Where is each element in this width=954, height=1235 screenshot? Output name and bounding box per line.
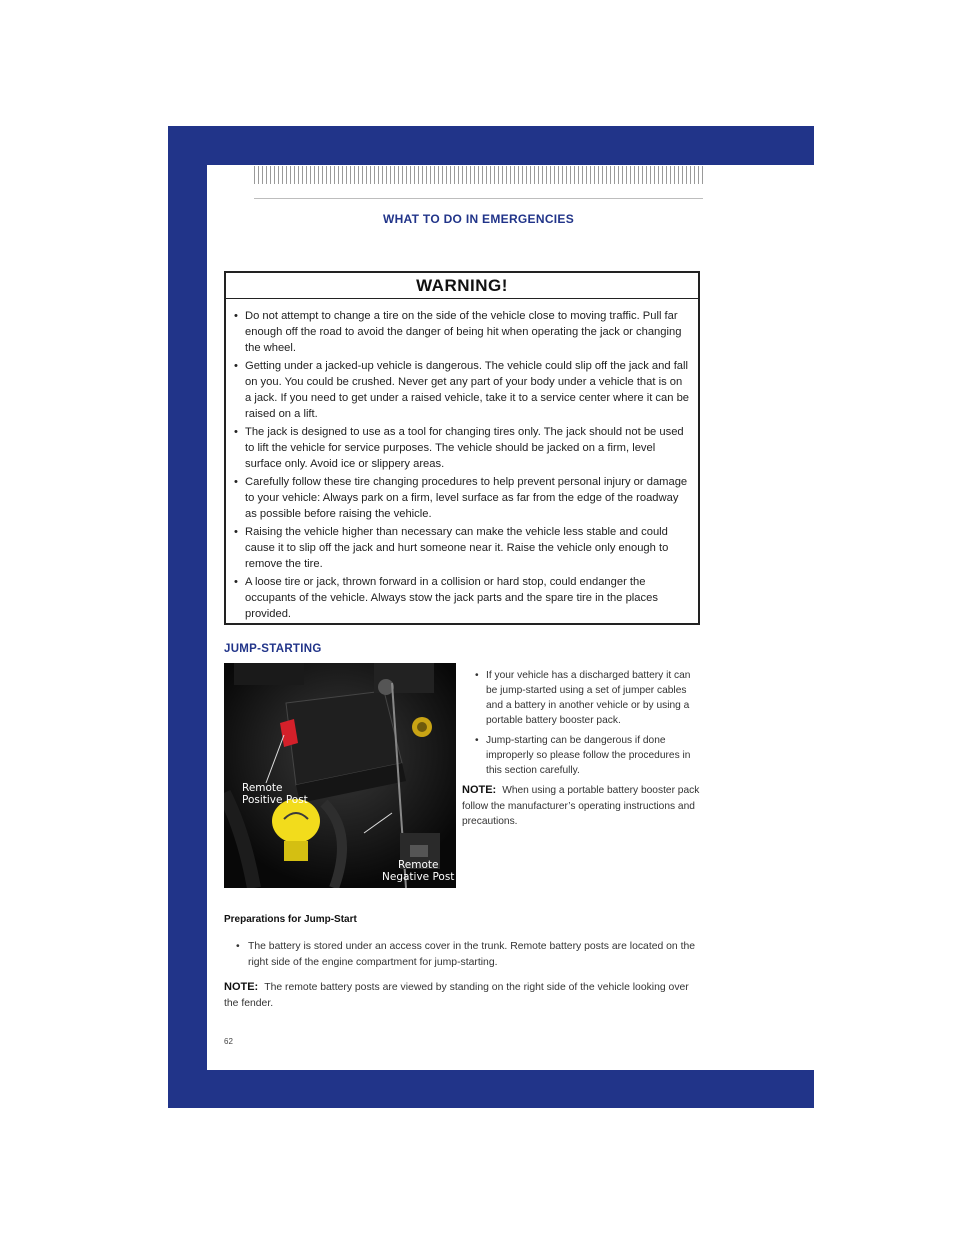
warning-item: • Do not attempt to change a tire on the side of the vehicle close to moving traffic. Pull far enough off the road to avoid the danger of being hit when operating the jack or changing the wheel.: [234, 308, 690, 356]
engine-compartment-photo: [224, 663, 456, 888]
warning-item: • A loose tire or jack, thrown forward in a collision or hard stop, could endanger the occupants of the vehicle. Always stow the jack parts and the spare tire in the places provided.: [234, 574, 690, 622]
remote-positive-post-label: [242, 782, 308, 806]
engine-compartment-illustration: [224, 663, 456, 888]
preparations-bullets: [236, 939, 700, 971]
jump-starting-heading: JUMP-STARTING: [224, 643, 322, 655]
jump-starting-bullet: • If your vehicle has a discharged battery it can be jump-started using a set of jumper cables and a battery in another vehicle or by using a portable battery booster pack.: [475, 668, 702, 728]
warning-list: [226, 299, 698, 622]
positive-label-line2: Positive Post: [242, 794, 308, 806]
preparations-heading: Preparations for Jump-Start: [224, 914, 357, 925]
header-rule: [254, 198, 703, 199]
note-label: NOTE:: [462, 784, 497, 796]
note-text: The remote battery posts are viewed by standing on the right side of the vehicle looking over the fender.: [224, 982, 689, 1009]
warning-item: • Getting under a jacked-up vehicle is dangerous. The vehicle could slip off the jack and fall on you. You could be crushed. Never get any part of your body under a vehicle that is on a jack. If you need to get under a raised vehicle, take it to a service center where it can be raised on a lift.: [234, 358, 690, 422]
warning-box: [224, 271, 700, 625]
remote-negative-post-label: [382, 859, 454, 883]
jump-starting-bullet: • Jump-starting can be dangerous if done improperly so please follow the procedures in this section carefully.: [475, 733, 702, 778]
warning-item: • Raising the vehicle higher than necessary can make the vehicle less stable and could cause it to slip off the jack and hurt someone near it. Raise the vehicle only enough to remove the tire.: [234, 524, 690, 572]
note-label: NOTE:: [224, 981, 259, 993]
jump-starting-text-column: [462, 668, 702, 830]
negative-label-line2: Negative Post: [382, 871, 455, 883]
page-number: 62: [224, 1037, 233, 1046]
jump-starting-note: [462, 783, 702, 830]
positive-label-line1: Remote: [242, 782, 283, 794]
warning-title: WARNING!: [226, 273, 698, 299]
preparations-bullet: • The battery is stored under an access cover in the trunk. Remote battery posts are located on the right side of the engine compartment for jump-starting.: [236, 939, 700, 971]
section-header: WHAT TO DO IN EMERGENCIES: [382, 212, 575, 226]
header-tick-decoration: [254, 166, 703, 184]
note-text: When using a portable battery booster pack follow the manufacturer’s operating instructions and precautions.: [462, 785, 700, 827]
negative-label-line1: Remote: [397, 859, 439, 871]
preparations-note: [224, 979, 700, 1012]
warning-item: • Carefully follow these tire changing procedures to help prevent personal injury or damage to your vehicle: Always park on a firm, level surface as far from the edge of the roadway as possible before raising the vehicle.: [234, 474, 690, 522]
jump-starting-bullets: [462, 668, 702, 778]
warning-item: • The jack is designed to use as a tool for changing tires only. The jack should not be used to lift the vehicle for service purposes. The vehicle should be jacked on a firm, level surface only. Avoid ice or slippery areas.: [234, 424, 690, 472]
